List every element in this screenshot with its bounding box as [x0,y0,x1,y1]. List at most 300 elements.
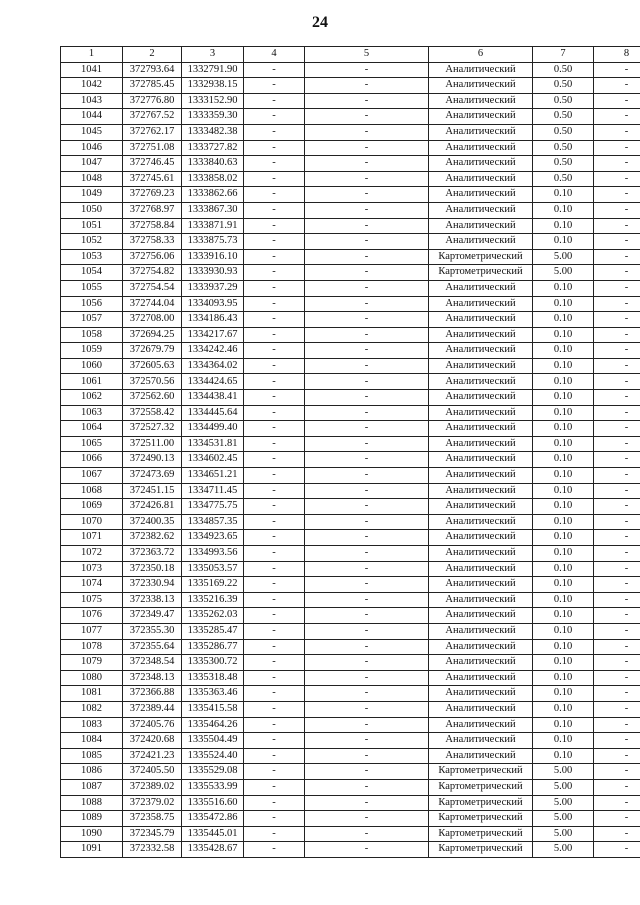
table-cell: 1052 [61,234,123,250]
table-cell: 1055 [61,280,123,296]
table-cell: - [305,374,429,390]
table-cell: Аналитический [429,187,533,203]
table-row [61,468,640,484]
table-cell: 1066 [61,452,123,468]
table-row [61,499,640,515]
table-cell: - [244,826,305,842]
table-cell: Картометрический [429,249,533,265]
table-cell: - [244,639,305,655]
table-cell: 372420.68 [123,733,182,749]
table-cell: 1335285.47 [182,623,244,639]
column-header: 3 [182,47,244,63]
table-cell: 1043 [61,93,123,109]
table-cell: 0.10 [533,592,594,608]
table-cell: 0.10 [533,499,594,515]
table-row [61,795,640,811]
table-cell: - [244,312,305,328]
table-cell: - [594,343,640,359]
table-cell: 1334242.46 [182,343,244,359]
table-cell: 1335428.67 [182,842,244,858]
table-cell: 0.10 [533,530,594,546]
table-cell: 0.50 [533,140,594,156]
table-row [61,623,640,639]
table-cell: - [244,343,305,359]
table-cell: - [594,109,640,125]
page-number: 24 [312,14,328,31]
table-cell: - [594,405,640,421]
table-row [61,171,640,187]
table-cell: 0.10 [533,374,594,390]
table-cell: 1088 [61,795,123,811]
table-cell: - [305,811,429,827]
table-cell: - [594,358,640,374]
table-cell: 372358.75 [123,811,182,827]
table-cell: Аналитический [429,686,533,702]
table-cell: Аналитический [429,701,533,717]
table-cell: Аналитический [429,374,533,390]
table-cell: - [244,468,305,484]
table-cell: - [305,343,429,359]
table-cell: 372762.17 [123,124,182,140]
table-cell: 1072 [61,546,123,562]
table-cell: Аналитический [429,78,533,94]
table-cell: - [305,779,429,795]
table-cell: - [594,561,640,577]
table-row [61,686,640,702]
table-cell: 372758.33 [123,234,182,250]
table-cell: Аналитический [429,296,533,312]
table-cell: - [594,374,640,390]
table-cell: 1335262.03 [182,608,244,624]
table-cell: 1334445.64 [182,405,244,421]
table-cell: 1333858.02 [182,171,244,187]
table-cell: 1335318.48 [182,670,244,686]
table-cell: 0.10 [533,701,594,717]
table-cell: Аналитический [429,733,533,749]
table-row [61,639,640,655]
table-cell: - [594,811,640,827]
table-cell: - [244,374,305,390]
table-cell: - [305,561,429,577]
table-row [61,156,640,172]
table-cell: Аналитический [429,546,533,562]
table-cell: 0.10 [533,561,594,577]
table-cell: Аналитический [429,717,533,733]
table-cell: Аналитический [429,655,533,671]
table-cell: 1077 [61,623,123,639]
table-cell: 0.10 [533,452,594,468]
table-cell: - [594,608,640,624]
table-cell: - [594,623,640,639]
table-cell: 372451.15 [123,483,182,499]
table-cell: 372769.23 [123,187,182,203]
table-cell: 372350.18 [123,561,182,577]
table-cell: Аналитический [429,639,533,655]
table-cell: - [594,78,640,94]
table-cell: 1075 [61,592,123,608]
column-header: 4 [244,47,305,63]
table-cell: - [594,670,640,686]
table-cell: 1041 [61,62,123,78]
table-cell: 1333937.29 [182,280,244,296]
table-cell: - [305,109,429,125]
table-cell: - [244,670,305,686]
table-cell: 0.10 [533,390,594,406]
table-cell: - [244,499,305,515]
table-cell: - [244,390,305,406]
table-cell: - [594,530,640,546]
table-cell: 0.10 [533,327,594,343]
table-cell: 0.50 [533,78,594,94]
table-cell: - [244,405,305,421]
column-header: 7 [533,47,594,63]
table-row [61,436,640,452]
table-cell: 372754.54 [123,280,182,296]
table-cell: - [305,733,429,749]
table-cell: - [305,436,429,452]
table-cell: 1335053.57 [182,561,244,577]
table-cell: 372570.56 [123,374,182,390]
table-cell: 372345.79 [123,826,182,842]
table-cell: 1335286.77 [182,639,244,655]
table-cell: 0.10 [533,421,594,437]
table-cell: 372355.30 [123,623,182,639]
table-row [61,202,640,218]
table-cell: - [594,795,640,811]
table-cell: 1085 [61,748,123,764]
table-cell: - [244,187,305,203]
table-cell: - [305,701,429,717]
table-cell: - [305,499,429,515]
table-cell: 1079 [61,655,123,671]
table-cell: - [594,764,640,780]
table-cell: - [305,202,429,218]
table-cell: - [244,421,305,437]
table-cell: 0.10 [533,483,594,499]
table-cell: - [305,514,429,530]
table-cell: 372379.02 [123,795,182,811]
table-row [61,265,640,281]
table-cell: 5.00 [533,249,594,265]
table-cell: 1062 [61,390,123,406]
table-row [61,842,640,858]
table-cell: 1049 [61,187,123,203]
table-cell: - [244,109,305,125]
table-cell: - [305,764,429,780]
table-cell: - [594,280,640,296]
table-cell: 1335533.99 [182,779,244,795]
table-cell: - [244,608,305,624]
table-cell: 372405.50 [123,764,182,780]
table-cell: 1334775.75 [182,499,244,515]
table-cell: - [594,187,640,203]
table-cell: - [244,577,305,593]
table-cell: 1335415.58 [182,701,244,717]
table-cell: 1048 [61,171,123,187]
table-cell: - [244,686,305,702]
table-cell: 372389.02 [123,779,182,795]
table-cell: - [244,296,305,312]
table-cell: - [305,390,429,406]
table-cell: Аналитический [429,234,533,250]
table-cell: 372558.42 [123,405,182,421]
table-row [61,733,640,749]
table-cell: - [594,452,640,468]
table-cell: - [594,686,640,702]
table-cell: - [594,717,640,733]
table-cell: - [244,62,305,78]
table-cell: 372405.76 [123,717,182,733]
table-cell: - [594,249,640,265]
table-cell: - [305,62,429,78]
table-cell: 372745.61 [123,171,182,187]
table-cell: 1333871.91 [182,218,244,234]
table-cell: 0.10 [533,202,594,218]
table-cell: 1335504.49 [182,733,244,749]
table-cell: Аналитический [429,623,533,639]
table-cell: 0.10 [533,546,594,562]
table-cell: 372758.84 [123,218,182,234]
table-row [61,109,640,125]
table-cell: - [244,124,305,140]
table-cell: 0.50 [533,93,594,109]
table-cell: - [244,623,305,639]
table-row [61,234,640,250]
table-cell: - [305,452,429,468]
table-cell: 1333152.90 [182,93,244,109]
table-cell: 1335464.26 [182,717,244,733]
table-cell: - [244,140,305,156]
table-cell: - [594,655,640,671]
table-cell: 1069 [61,499,123,515]
table-cell: - [594,577,640,593]
table-row [61,62,640,78]
table-cell: 1058 [61,327,123,343]
table-cell: Аналитический [429,140,533,156]
column-header: 1 [61,47,123,63]
table-cell: 0.10 [533,234,594,250]
table-cell: 5.00 [533,265,594,281]
table-cell: 372338.13 [123,592,182,608]
table-row [61,764,640,780]
table-cell: 5.00 [533,779,594,795]
table-cell: 1045 [61,124,123,140]
table-cell: - [244,218,305,234]
table-cell: 372366.88 [123,686,182,702]
column-header: 5 [305,47,429,63]
table-cell: 372473.69 [123,468,182,484]
table-cell: - [594,124,640,140]
table-cell: - [594,421,640,437]
table-row [61,187,640,203]
table-cell: Аналитический [429,608,533,624]
table-cell: 1335529.08 [182,764,244,780]
table-row [61,452,640,468]
table-cell: 1080 [61,670,123,686]
table-cell: - [244,358,305,374]
table-cell: 1333359.30 [182,109,244,125]
table-cell: Аналитический [429,343,533,359]
table-row [61,748,640,764]
table-cell: Аналитический [429,312,533,328]
table-cell: - [594,312,640,328]
table-cell: 1061 [61,374,123,390]
table-cell: 1334499.40 [182,421,244,437]
table-cell: - [594,218,640,234]
table-cell: 372348.54 [123,655,182,671]
table-body [61,62,640,857]
table-row [61,530,640,546]
table-cell: 0.10 [533,312,594,328]
table-cell: - [305,358,429,374]
table-cell: 0.10 [533,577,594,593]
table-cell: - [305,156,429,172]
table-cell: - [305,577,429,593]
table-cell: 1057 [61,312,123,328]
table-row [61,421,640,437]
table-cell: 0.10 [533,405,594,421]
table-cell: 1090 [61,826,123,842]
table-cell: - [305,93,429,109]
table-cell: - [305,468,429,484]
table-cell: - [594,234,640,250]
table-cell: - [594,265,640,281]
table-cell: - [244,234,305,250]
table-cell: 1333482.38 [182,124,244,140]
table-cell: - [305,124,429,140]
table-row [61,717,640,733]
table-cell: 1083 [61,717,123,733]
table-cell: 1334531.81 [182,436,244,452]
table-cell: 372751.08 [123,140,182,156]
table-cell: - [244,733,305,749]
table-cell: - [244,249,305,265]
table-cell: Картометрический [429,842,533,858]
table-cell: - [594,202,640,218]
table-cell: 1059 [61,343,123,359]
table-cell: Картометрический [429,811,533,827]
table-cell: 0.50 [533,171,594,187]
table-cell: - [594,483,640,499]
table-cell: 1334424.65 [182,374,244,390]
table-cell: 1334923.65 [182,530,244,546]
table-cell: - [305,296,429,312]
table-cell: Аналитический [429,499,533,515]
table-cell: - [305,218,429,234]
table-cell: 0.10 [533,639,594,655]
table-cell: Аналитический [429,62,533,78]
table-row [61,405,640,421]
table-row [61,280,640,296]
table-row [61,826,640,842]
table-cell: 0.50 [533,62,594,78]
table-row [61,701,640,717]
table-cell: 0.10 [533,670,594,686]
table-cell: - [244,93,305,109]
table-cell: - [305,826,429,842]
table-cell: 372793.64 [123,62,182,78]
table-cell: - [305,639,429,655]
table-cell: 5.00 [533,764,594,780]
table-cell: 1044 [61,109,123,125]
table-row [61,514,640,530]
table-cell: 372389.44 [123,701,182,717]
table-cell: 1082 [61,701,123,717]
table-cell: 0.10 [533,623,594,639]
table-cell: - [594,546,640,562]
table-row [61,124,640,140]
table-cell: - [305,608,429,624]
table-cell: 1334438.41 [182,390,244,406]
table-cell: 1334186.43 [182,312,244,328]
table-cell: 1051 [61,218,123,234]
table-cell: 372746.45 [123,156,182,172]
table-cell: 0.10 [533,608,594,624]
table-cell: 0.10 [533,280,594,296]
table-cell: Картометрический [429,265,533,281]
table-cell: 1086 [61,764,123,780]
table-row [61,561,640,577]
table-cell: 372744.04 [123,296,182,312]
table-cell: - [244,171,305,187]
table-header-row [61,47,640,63]
table-cell: - [244,717,305,733]
table-cell: - [305,483,429,499]
table-row [61,779,640,795]
table-cell: 1334993.56 [182,546,244,562]
table-cell: 372605.63 [123,358,182,374]
table-cell: 1068 [61,483,123,499]
table-cell: - [305,686,429,702]
table-cell: - [305,655,429,671]
table-cell: Аналитический [429,327,533,343]
coordinates-table [60,46,640,858]
table-cell: 1064 [61,421,123,437]
table-cell: Аналитический [429,390,533,406]
table-cell: 1332791.90 [182,62,244,78]
table-cell: 372767.52 [123,109,182,125]
table-cell: 5.00 [533,826,594,842]
table-row [61,218,640,234]
table-cell: - [594,701,640,717]
table-cell: - [594,468,640,484]
table-cell: - [594,748,640,764]
table-cell: Аналитический [429,436,533,452]
table-cell: - [594,842,640,858]
table-row [61,249,640,265]
table-cell: 1087 [61,779,123,795]
table-cell: 1073 [61,561,123,577]
table-cell: 1335363.46 [182,686,244,702]
table-cell: 372349.47 [123,608,182,624]
table-cell: - [305,421,429,437]
table-cell: Аналитический [429,421,533,437]
table-cell: - [594,499,640,515]
table-cell: Аналитический [429,561,533,577]
table-cell: 1334651.21 [182,468,244,484]
table-cell: - [305,171,429,187]
table-cell: 1063 [61,405,123,421]
table-cell: 1335445.01 [182,826,244,842]
table-cell: 0.10 [533,296,594,312]
table-cell: 372785.45 [123,78,182,94]
column-header: 6 [429,47,533,63]
table-cell: 1076 [61,608,123,624]
table-cell: 0.10 [533,358,594,374]
table-cell: - [594,296,640,312]
table-cell: - [594,327,640,343]
table-row [61,390,640,406]
